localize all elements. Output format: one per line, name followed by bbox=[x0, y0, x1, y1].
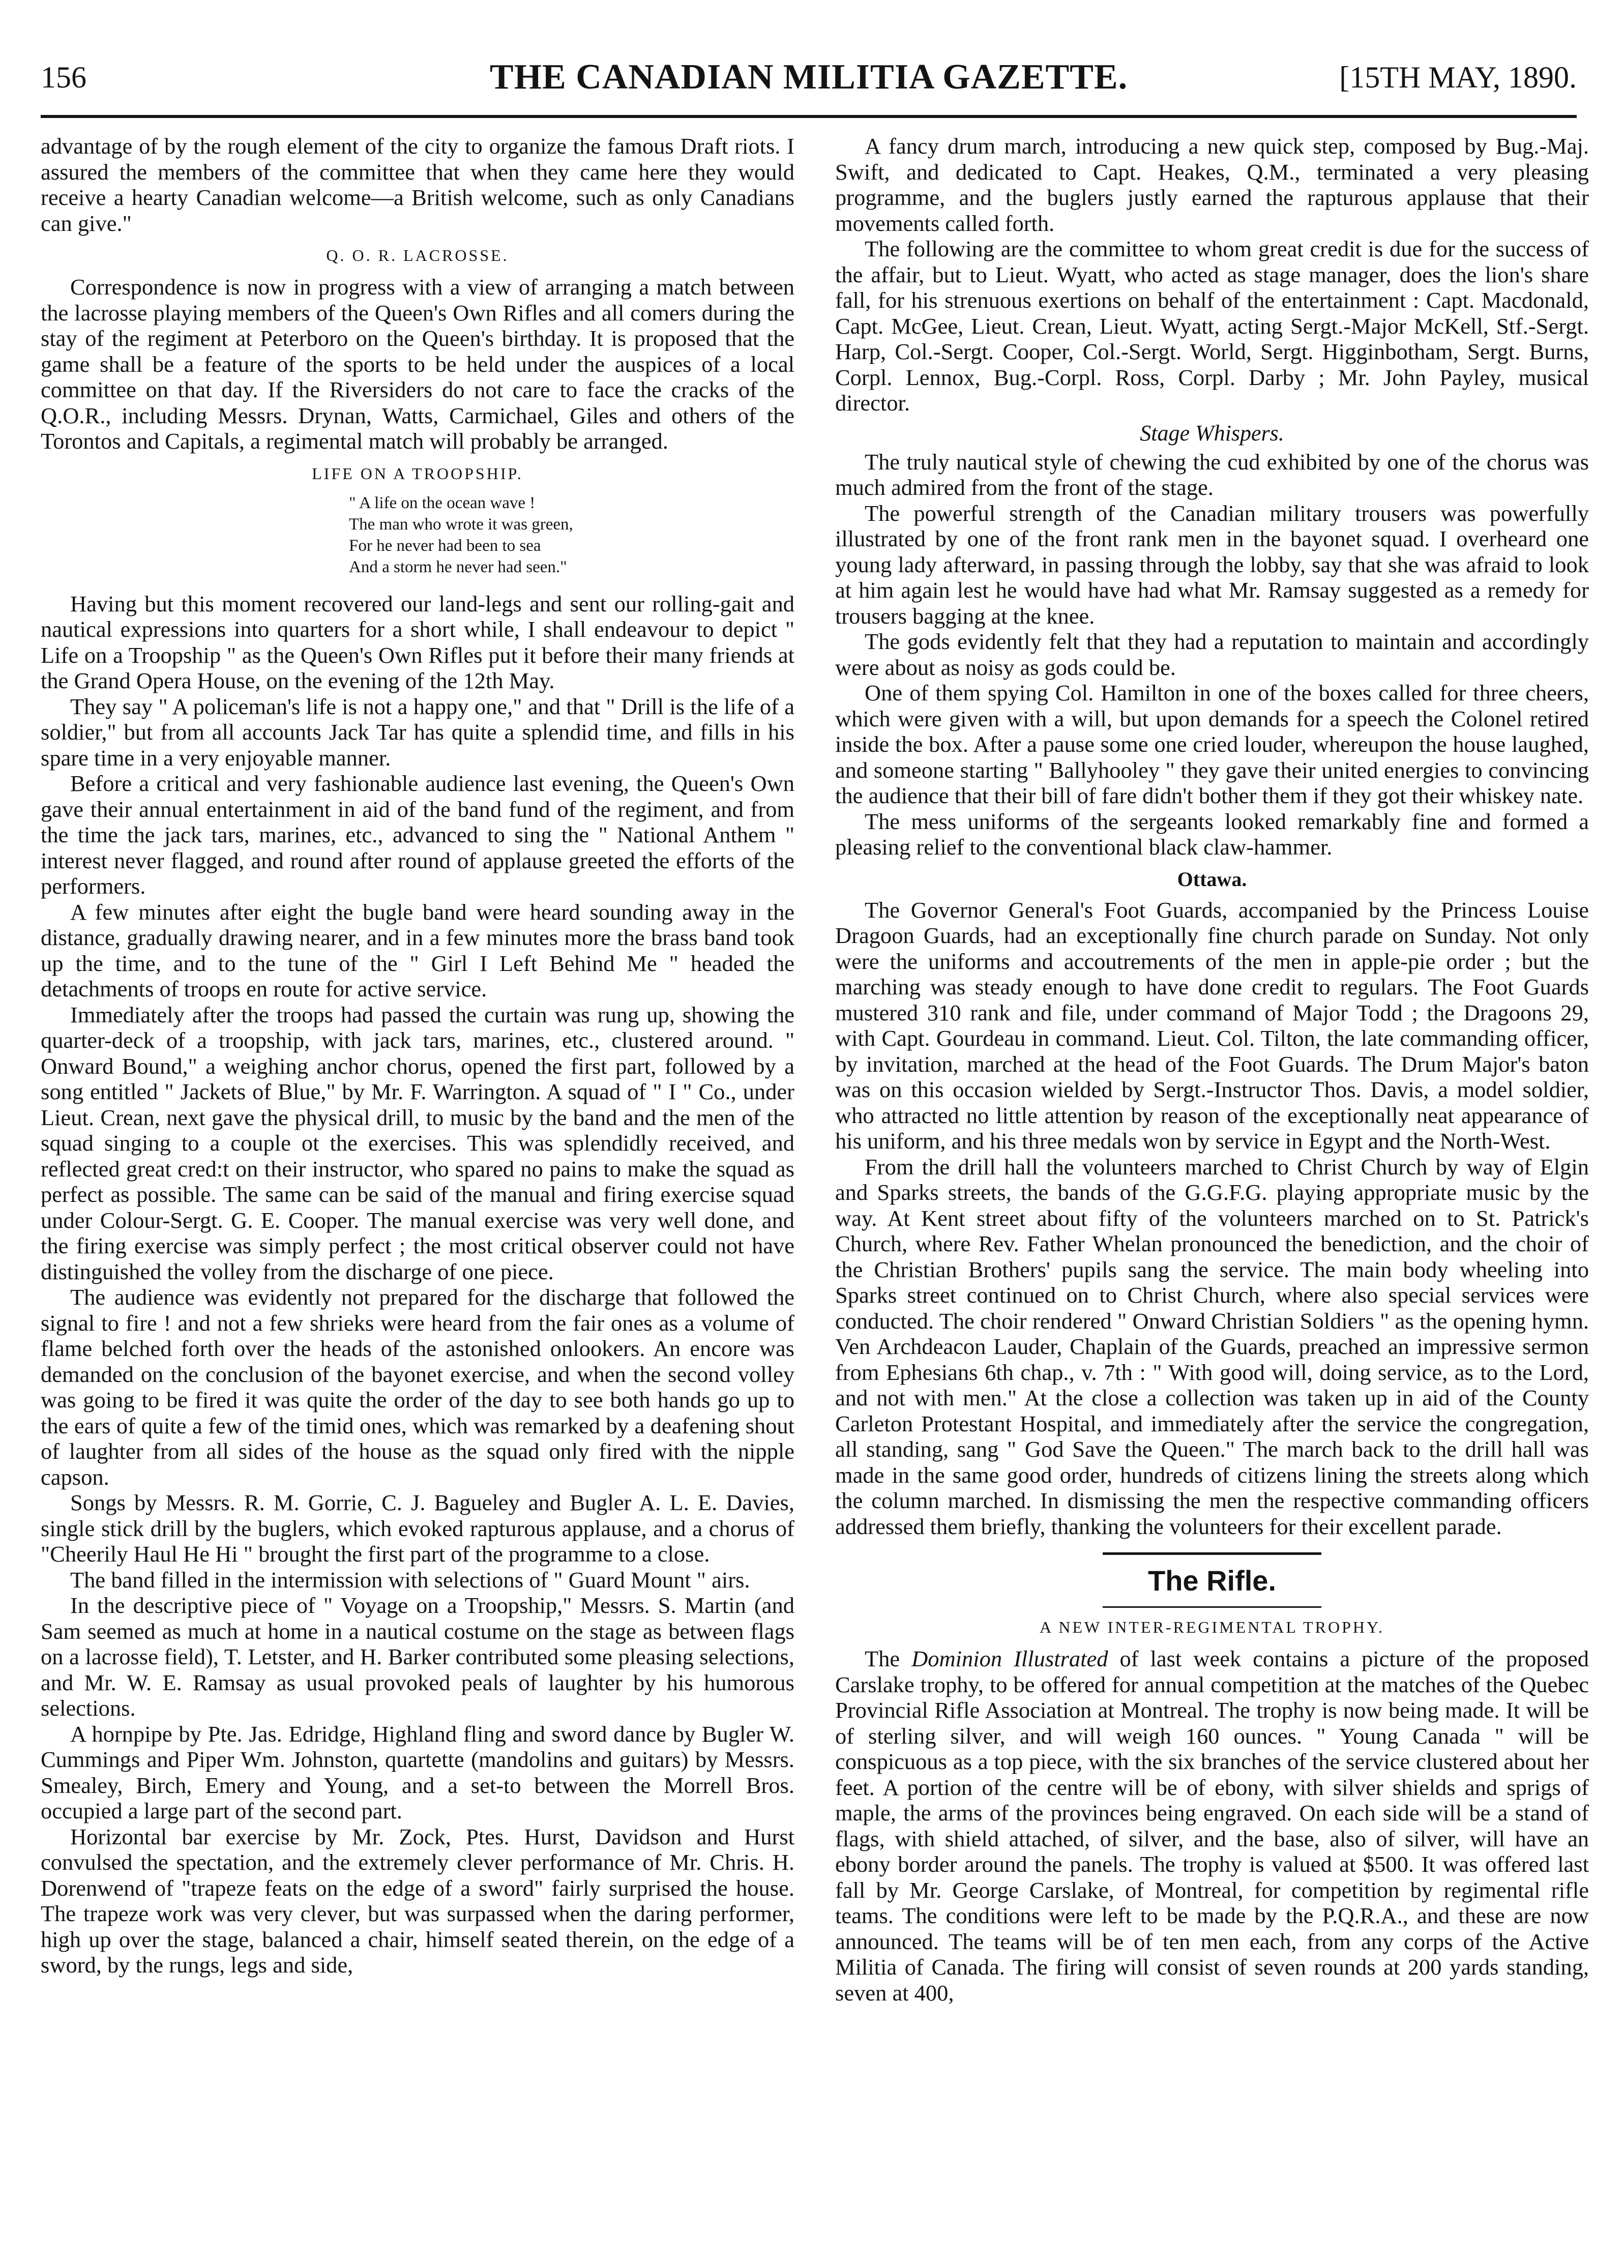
header-rule bbox=[41, 115, 1577, 118]
paragraph: Horizontal bar exercise by Mr. Zock, Ptes. Hurst, Davidson and Hurst convulsed the spectation, and the extremely clever performance of Mr. Chris. H. Dorenwend of "trapeze feats on the edge of a sword" fairly surprised the house. The trapeze work was very clever, but was surpassed when the daring performer, high up over the stage, balanced a chair, himself seated therein, on the edge of a sword, by the rungs, legs and side, bbox=[41, 1823, 794, 1978]
paragraph-drum-march: A fancy drum march, introducing a new quick step, composed by Bug.-Maj. Swift, and dedicated to Capt. Heakes, Q.M., terminated a very pleasing programme, and the buglers justly earned the rapturous applause that their movements called forth. bbox=[835, 133, 1589, 236]
paragraph: Before a critical and very fashionable audience last evening, the Queen's Own gave their annual entertainment in aid of the band fund of the regiment, and from the time the jack tars, marines, etc., advanced to sing the " National Anthem " interest never flagged, and round after round of applause greeted the efforts of the performers. bbox=[41, 771, 794, 899]
verse-line: For he never had been to sea bbox=[349, 536, 541, 555]
paragraph: The powerful strength of the Canadian military trousers was powerfully illustrated by one of the front rank men in the bayonet squad. I overheard one young lady afterward, in passing through the lobby, say that she was afraid to look at him again lest he would have had what Mr. Ramsay suggested as a remedy for trousers bagging at the knee. bbox=[835, 500, 1589, 629]
verse-quote bbox=[349, 492, 794, 578]
paragraph: They say " A policeman's life is not a happy one," and that " Drill is the life of a soldier," but from all accounts Jack Tar has quite a splendid time, and fills in his spare time in a very enjoyable manner. bbox=[41, 693, 794, 771]
page-number: 156 bbox=[41, 61, 86, 94]
section-title-rifle: The Rifle. bbox=[1147, 1565, 1277, 1597]
paragraph: The mess uniforms of the sergeants looked remarkably fine and formed a pleasing relief to the conventional black claw-hammer. bbox=[835, 808, 1589, 860]
heading-ottawa: Ottawa. bbox=[1177, 867, 1247, 891]
page-header bbox=[41, 51, 1577, 107]
paragraph: A few minutes after eight the bugle band were heard sounding away in the distance, gradually drawing nearer, and in a few minutes more the brass band took up the time, and to the tune of the " Girl I Left Behind Me " headed the detachments of troops en route for active service. bbox=[41, 899, 794, 1002]
paragraph: From the drill hall the volunteers marched to Christ Church by way of Elgin and Sparks streets, the bands of the G.G.F.G. playing appropriate music by the way. At Kent street about fifty of the volunteers marched on to St. Patrick's Church, where Rev. Father Whelan pronounced the benediction, and the choir of the Christian Brothers' pupils sang the service. The main body wheeling into Sparks street continued on to Christ Church, where also special services were conducted. The choir rendered " Onward Christian Soldiers " as the opening hymn. Ven Archdeacon Lauder, Chaplain of the Guards, preached an impressive sermon from Ephesians 6th chap., v. 7th : " With good will, doing service, as to the Lord, and not with men." At the close a collection was taken up in aid of the County Carleton Protestant Hospital, and immediately after the service the congregation, all standing, sang " God Save the Queen." The march back to the drill hall was made in the same good order, hundreds of citizens lining the streets along which the column marched. In dismissing the men the respective commanding officers addressed them briefly, thanking the volunteers for their excellent parade. bbox=[835, 1154, 1589, 1539]
paragraph: The gods evidently felt that they had a reputation to maintain and accordingly were about as noisy as gods could be. bbox=[835, 629, 1589, 680]
left-column bbox=[41, 133, 794, 2254]
heading-lacrosse: Q. O. R. LACROSSE. bbox=[326, 246, 509, 264]
paragraph-lacrosse: Correspondence is now in progress with a view of arranging a match between the lacrosse playing members of the Queen's Own Rifles and all comers during the stay of the regiment at Peterboro on the Queen's birthday. It is proposed that the game shall be a feature of the sports to be held under the auspices of a local committee on that day. If the Riversiders do not care to face the cracks of the Q.O.R., including Messrs. Drynan, Watts, Carmichael, Giles and others of the Torontos and Capitals, a regimental match will probably be arranged. bbox=[41, 274, 794, 454]
paragraph: Songs by Messrs. R. M. Gorrie, C. J. Bagueley and Bugler A. L. E. Davies, single stick drill by the buglers, which evoked rapturous applause, and a chorus of "Cheerily Haul He Hi " brought the first part of the programme to a close. bbox=[41, 1490, 794, 1567]
paragraph: The truly nautical style of chewing the cud exhibited by one of the chorus was much admired from the front of the stage. bbox=[835, 449, 1589, 500]
verse-line: " A life on the ocean wave ! bbox=[349, 493, 536, 512]
heading-troopship: LIFE ON A TROOPSHIP. bbox=[312, 464, 523, 483]
heading-trophy: A NEW INTER-REGIMENTAL TROPHY. bbox=[1039, 1618, 1384, 1636]
trophy-text-rest: of last week contains a picture of the proposed Carslake trophy, to be offered for annual competition at the matches of the Quebec Provincial Rifle Association at Montreal. The trophy is now being made. It will be of sterling silver, and will weigh 160 ounces. " Young Canada " will be conspicuous as a top piece, with the six branches of the service clustered about her feet. A portion of the centre will be of ebony, with silver shields and sprigs of maple, the arms of the provinces being engraved. On each side will be a stand of flags, with shield attached, of silver, and the base, also of silver, will have an ebony border around the panels. The trophy is valued at $500. It was offered last fall by Mr. George Carslake, of Montreal, for competition by regimental rifle teams. The conditions were left to be made by the P.Q.R.A., and these are now announced. The teams will be of ten men each, from any corps of the Active Militia of Canada. The firing will consist of seven rounds at 200 yards standing, seven at 400, bbox=[835, 1646, 1589, 2006]
paragraph-committee: The following are the committee to whom great credit is due for the success of the affair, but to Lieut. Wyatt, who acted as stage manager, does the lion's share fall, for his strenuous exertions on behalf of the entertainment : Capt. Macdonald, Capt. McGee, Lieut. Crean, Lieut. Wyatt, acting Sergt.-Major McKell, Stf.-Sergt. Harp, Col.-Sergt. Cooper, Col.-Sergt. World, Sergt. Higginbotham, Sergt. Burns, Corpl. Lennox, Bug.-Corpl. Ross, Corpl. Darby ; Mr. John Payley, musical director. bbox=[835, 236, 1589, 416]
paragraph: The audience was evidently not prepared for the discharge that followed the signal to fire ! and not a few shrieks were heard from the fair ones as a volume of flame belched forth over the heads of the astonished onlookers. An encore was demanded on the conclusion of the bayonet exercise, and when the second volley was going to be fired it was quite the order of the day to see both hands go up to the ears of quite a few of the timid ones, which was remarked by a deafening shout of laughter from all sides of the house as the squad only fired with the nipple capson. bbox=[41, 1284, 794, 1490]
section-rule-bottom bbox=[1103, 1606, 1321, 1608]
paragraph: The Governor General's Foot Guards, accompanied by the Princess Louise Dragoon Guards, had an exceptionally fine church parade on Sunday. Not only were the uniforms and accoutrements of the men in apple-pie order ; but the marching was steady enough to have done credit to regulars. The Foot Guards mustered 310 rank and file, under command of Major Todd ; the Dragoons 29, with Capt. Gourdeau in command. Lieut. Col. Tilton, the late commanding officer, by invitation, marched at the head of the Foot Guards. The Drum Major's baton was on this occasion wielded by Sergt.-Instructor Thos. Davis, a model soldier, who attracted no little attention by reason of the exceptionally neat appearance of his uniform, and his three medals won by service in Egypt and the North-West. bbox=[835, 897, 1589, 1154]
paragraph: One of them spying Col. Hamilton in one of the boxes called for three cheers, which were given with a will, but upon demands for a speech the Colonel retired inside the box. After a pause some one cried louder, whereupon the house laughed, and someone starting " Ballyhooley " they gave their united energies to convincing the audience that their bill of fare didn't bother them if they got their whiskey nate. bbox=[835, 680, 1589, 808]
heading-stage-whispers: Stage Whispers. bbox=[1140, 420, 1284, 446]
verse-line: And a storm he never had seen." bbox=[349, 557, 567, 576]
right-column bbox=[835, 133, 1589, 2254]
paragraph: A hornpipe by Pte. Jas. Edridge, Highland fling and sword dance by Bugler W. Cummings and Piper Wm. Johnston, quartette (mandolins and guitars) by Messrs. Smealey, Birch, Emery and Young, and a set-to between the Morrell Bros. occupied a large part of the second part. bbox=[41, 1721, 794, 1823]
paragraph: Immediately after the troops had passed the curtain was rung up, showing the quarter-deck of a troopship, with jack tars, marines, etc., clustered around. " Onward Bound," a weighing anchor chorus, opened the first part, followed by a song entitled " Jackets of Blue," by Mr. F. Warrington. A squad of " I " Co., under Lieut. Crean, next gave the physical drill, to music by the band and the men of the squad singing to a couple ot the exercises. This was splendidly received, and reflected great cred:t on their instructor, who spared no pains to make the squad as perfect as possible. The same can be said of the manual and firing exercise squad under Colour-Sergt. G. E. Cooper. The manual exercise was very well done, and the firing exercise was simply perfect ; the most critical observer could not have distinguished the volley from the discharge of one piece. bbox=[41, 1002, 794, 1284]
masthead-title: THE CANADIAN MILITIA GAZETTE. bbox=[489, 57, 1128, 97]
publication-title: Dominion Illustrated bbox=[911, 1646, 1108, 1671]
issue-date: [15TH MAY, 1890. bbox=[1339, 61, 1577, 94]
paragraph: The band filled in the intermission with selections of " Guard Mount " airs. bbox=[70, 1567, 750, 1593]
paragraph-trophy bbox=[835, 1646, 1589, 2006]
section-rule-top bbox=[1103, 1552, 1321, 1555]
paragraph: In the descriptive piece of " Voyage on a Troopship," Messrs. S. Martin (and Sam seemed as much at home in a nautical costume on the stage as between flags on a lacrosse field), T. Letster, and H. Barker contributed some pleasing selections, and Mr. W. E. Ramsay as usual provoked peals of laughter by his humorous selections. bbox=[41, 1593, 794, 1721]
paragraph-continued: advantage of by the rough element of the city to organize the famous Draft riots. I assured the members of the committee that when they came here they would receive a hearty Canadian welcome—a British welcome, such as only Canadians can give." bbox=[41, 133, 794, 236]
trophy-text-start: The bbox=[865, 1646, 912, 1671]
paragraph: Having but this moment recovered our land-legs and sent our rolling-gait and nautical expressions into quarters for a short while, I shall endeavour to depict " Life on a Troopship " as the Queen's Own Rifles put it before their many friends at the Grand Opera House, on the evening of the 12th May. bbox=[41, 591, 794, 693]
verse-line: The man who wrote it was green, bbox=[349, 515, 573, 534]
